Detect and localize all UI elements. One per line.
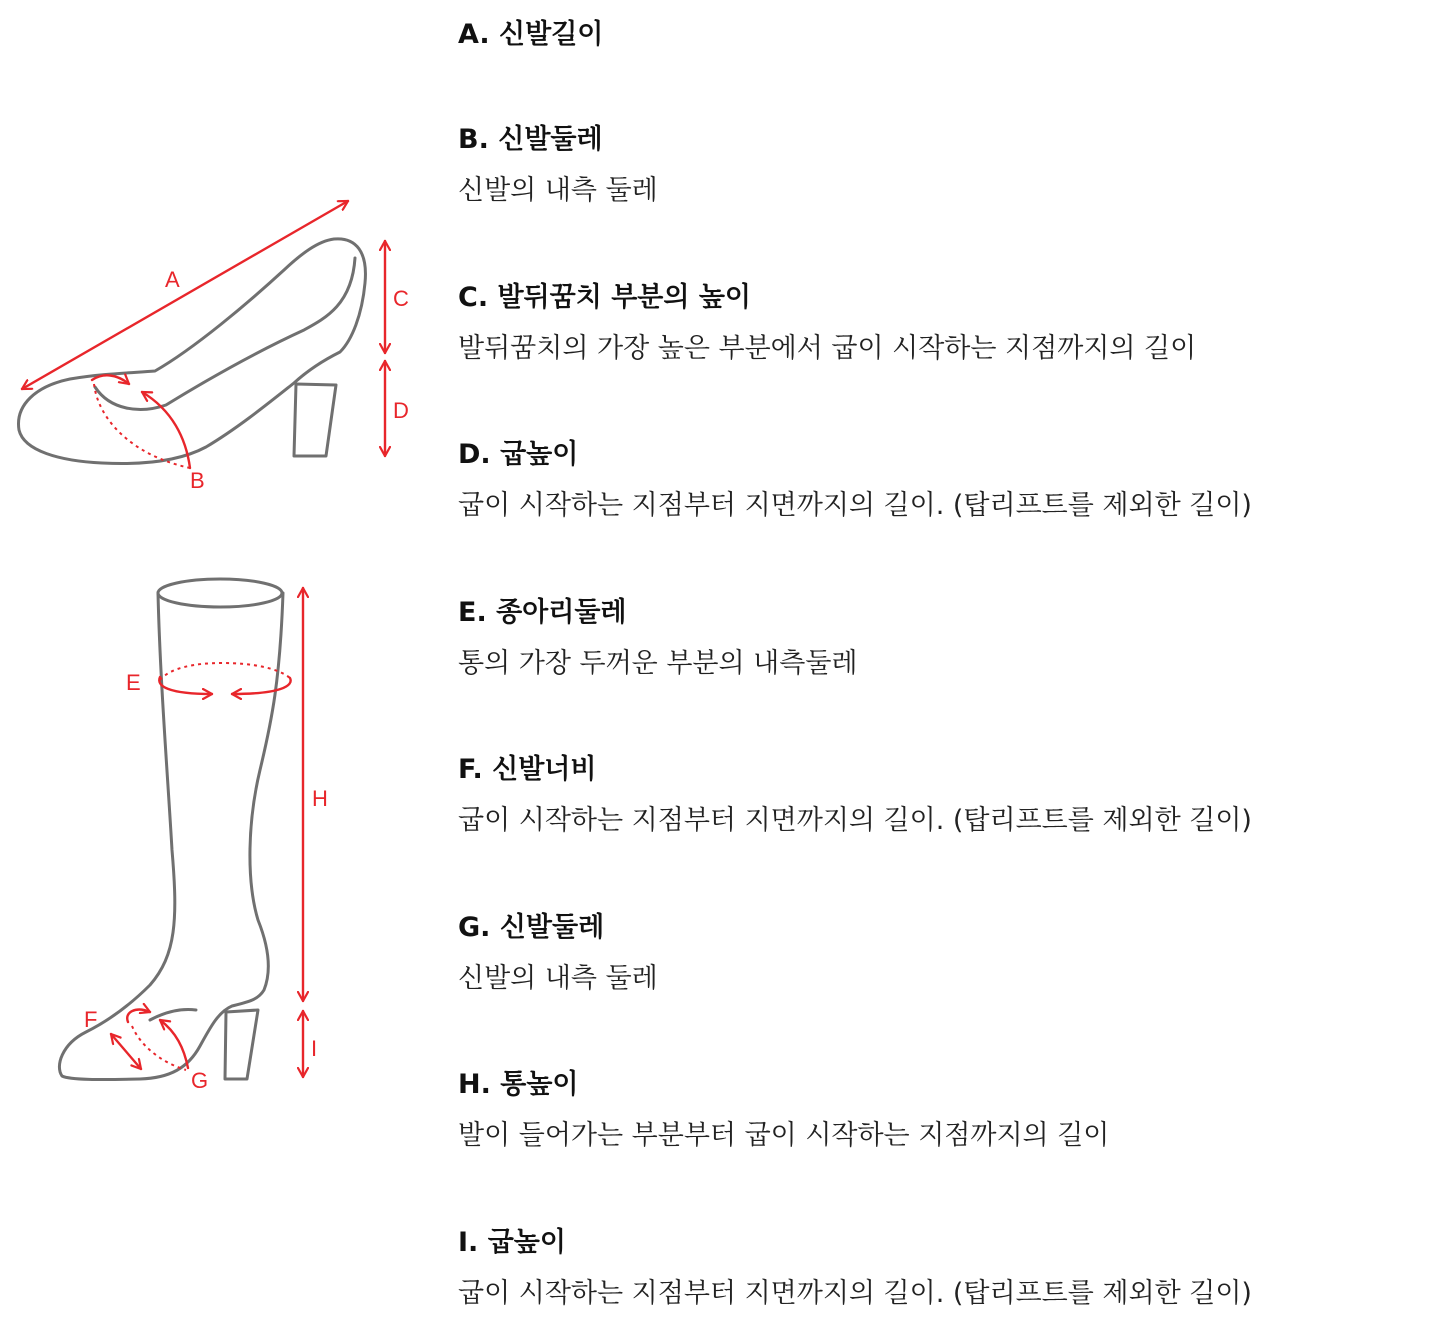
legend-item-a — [458, 17, 1418, 53]
legend-item-g — [458, 910, 1418, 997]
legend-item-i — [458, 1225, 1418, 1312]
legend-title-g: G. 신발둘레 — [458, 912, 605, 943]
legend-desc-d: 굽이 시작하는 지점부터 지면까지의 길이. (탑리프트를 제외한 길이) — [458, 490, 1252, 521]
label-h: H — [312, 786, 328, 811]
legend-title-i: I. 굽높이 — [458, 1227, 566, 1258]
shoe-measurement-diagram — [0, 0, 440, 1343]
legend-desc-g: 신발의 내측 둘레 — [458, 963, 658, 994]
legend-title-a: A. 신발길이 — [458, 19, 604, 50]
legend-title-f: F. 신발너비 — [458, 754, 597, 785]
legend-title-e: E. 종아리둘레 — [458, 597, 627, 628]
pump-heel-outline — [294, 384, 336, 456]
legend-desc-b: 신발의 내측 둘레 — [458, 175, 658, 206]
legend-desc-c: 발뒤꿈치의 가장 높은 부분에서 굽이 시작하는 지점까지의 길이 — [458, 333, 1197, 364]
label-b: B — [190, 468, 205, 493]
legend-desc-f: 굽이 시작하는 지점부터 지면까지의 길이. (탑리프트를 제외한 길이) — [458, 805, 1252, 836]
label-a: A — [165, 267, 180, 292]
pump-shoe-illustration — [19, 239, 366, 464]
label-d: D — [393, 398, 409, 423]
label-i: I — [311, 1036, 318, 1061]
legend-desc-i: 굽이 시작하는 지점부터 지면까지의 길이. (탑리프트를 제외한 길이) — [458, 1278, 1252, 1309]
legend-desc-h: 발이 들어가는 부분부터 굽이 시작하는 지점까지의 길이 — [458, 1120, 1110, 1151]
boot-illustration — [59, 579, 283, 1080]
legend-desc-e: 통의 가장 두꺼운 부분의 내측둘레 — [458, 648, 858, 679]
legend-title-d: D. 굽높이 — [458, 439, 579, 470]
diagram-canvas — [0, 0, 440, 1343]
legend-item-c — [458, 280, 1418, 367]
legend-title-h: H. 통높이 — [458, 1069, 579, 1100]
label-f: F — [84, 1007, 98, 1032]
legend-item-b — [458, 122, 1418, 209]
boot-opening — [158, 579, 282, 607]
legend-title-b: B. 신발둘레 — [458, 124, 603, 155]
legend-item-e — [458, 595, 1418, 682]
legend-item-d — [458, 437, 1418, 524]
boot-heel-outline — [225, 1010, 258, 1079]
legend-item-h — [458, 1067, 1418, 1154]
legend-title-c: C. 발뒤꿈치 부분의 높이 — [458, 282, 752, 313]
legend-item-f — [458, 752, 1418, 839]
label-e: E — [126, 670, 141, 695]
label-g: G — [191, 1068, 209, 1093]
label-c: C — [393, 286, 409, 311]
